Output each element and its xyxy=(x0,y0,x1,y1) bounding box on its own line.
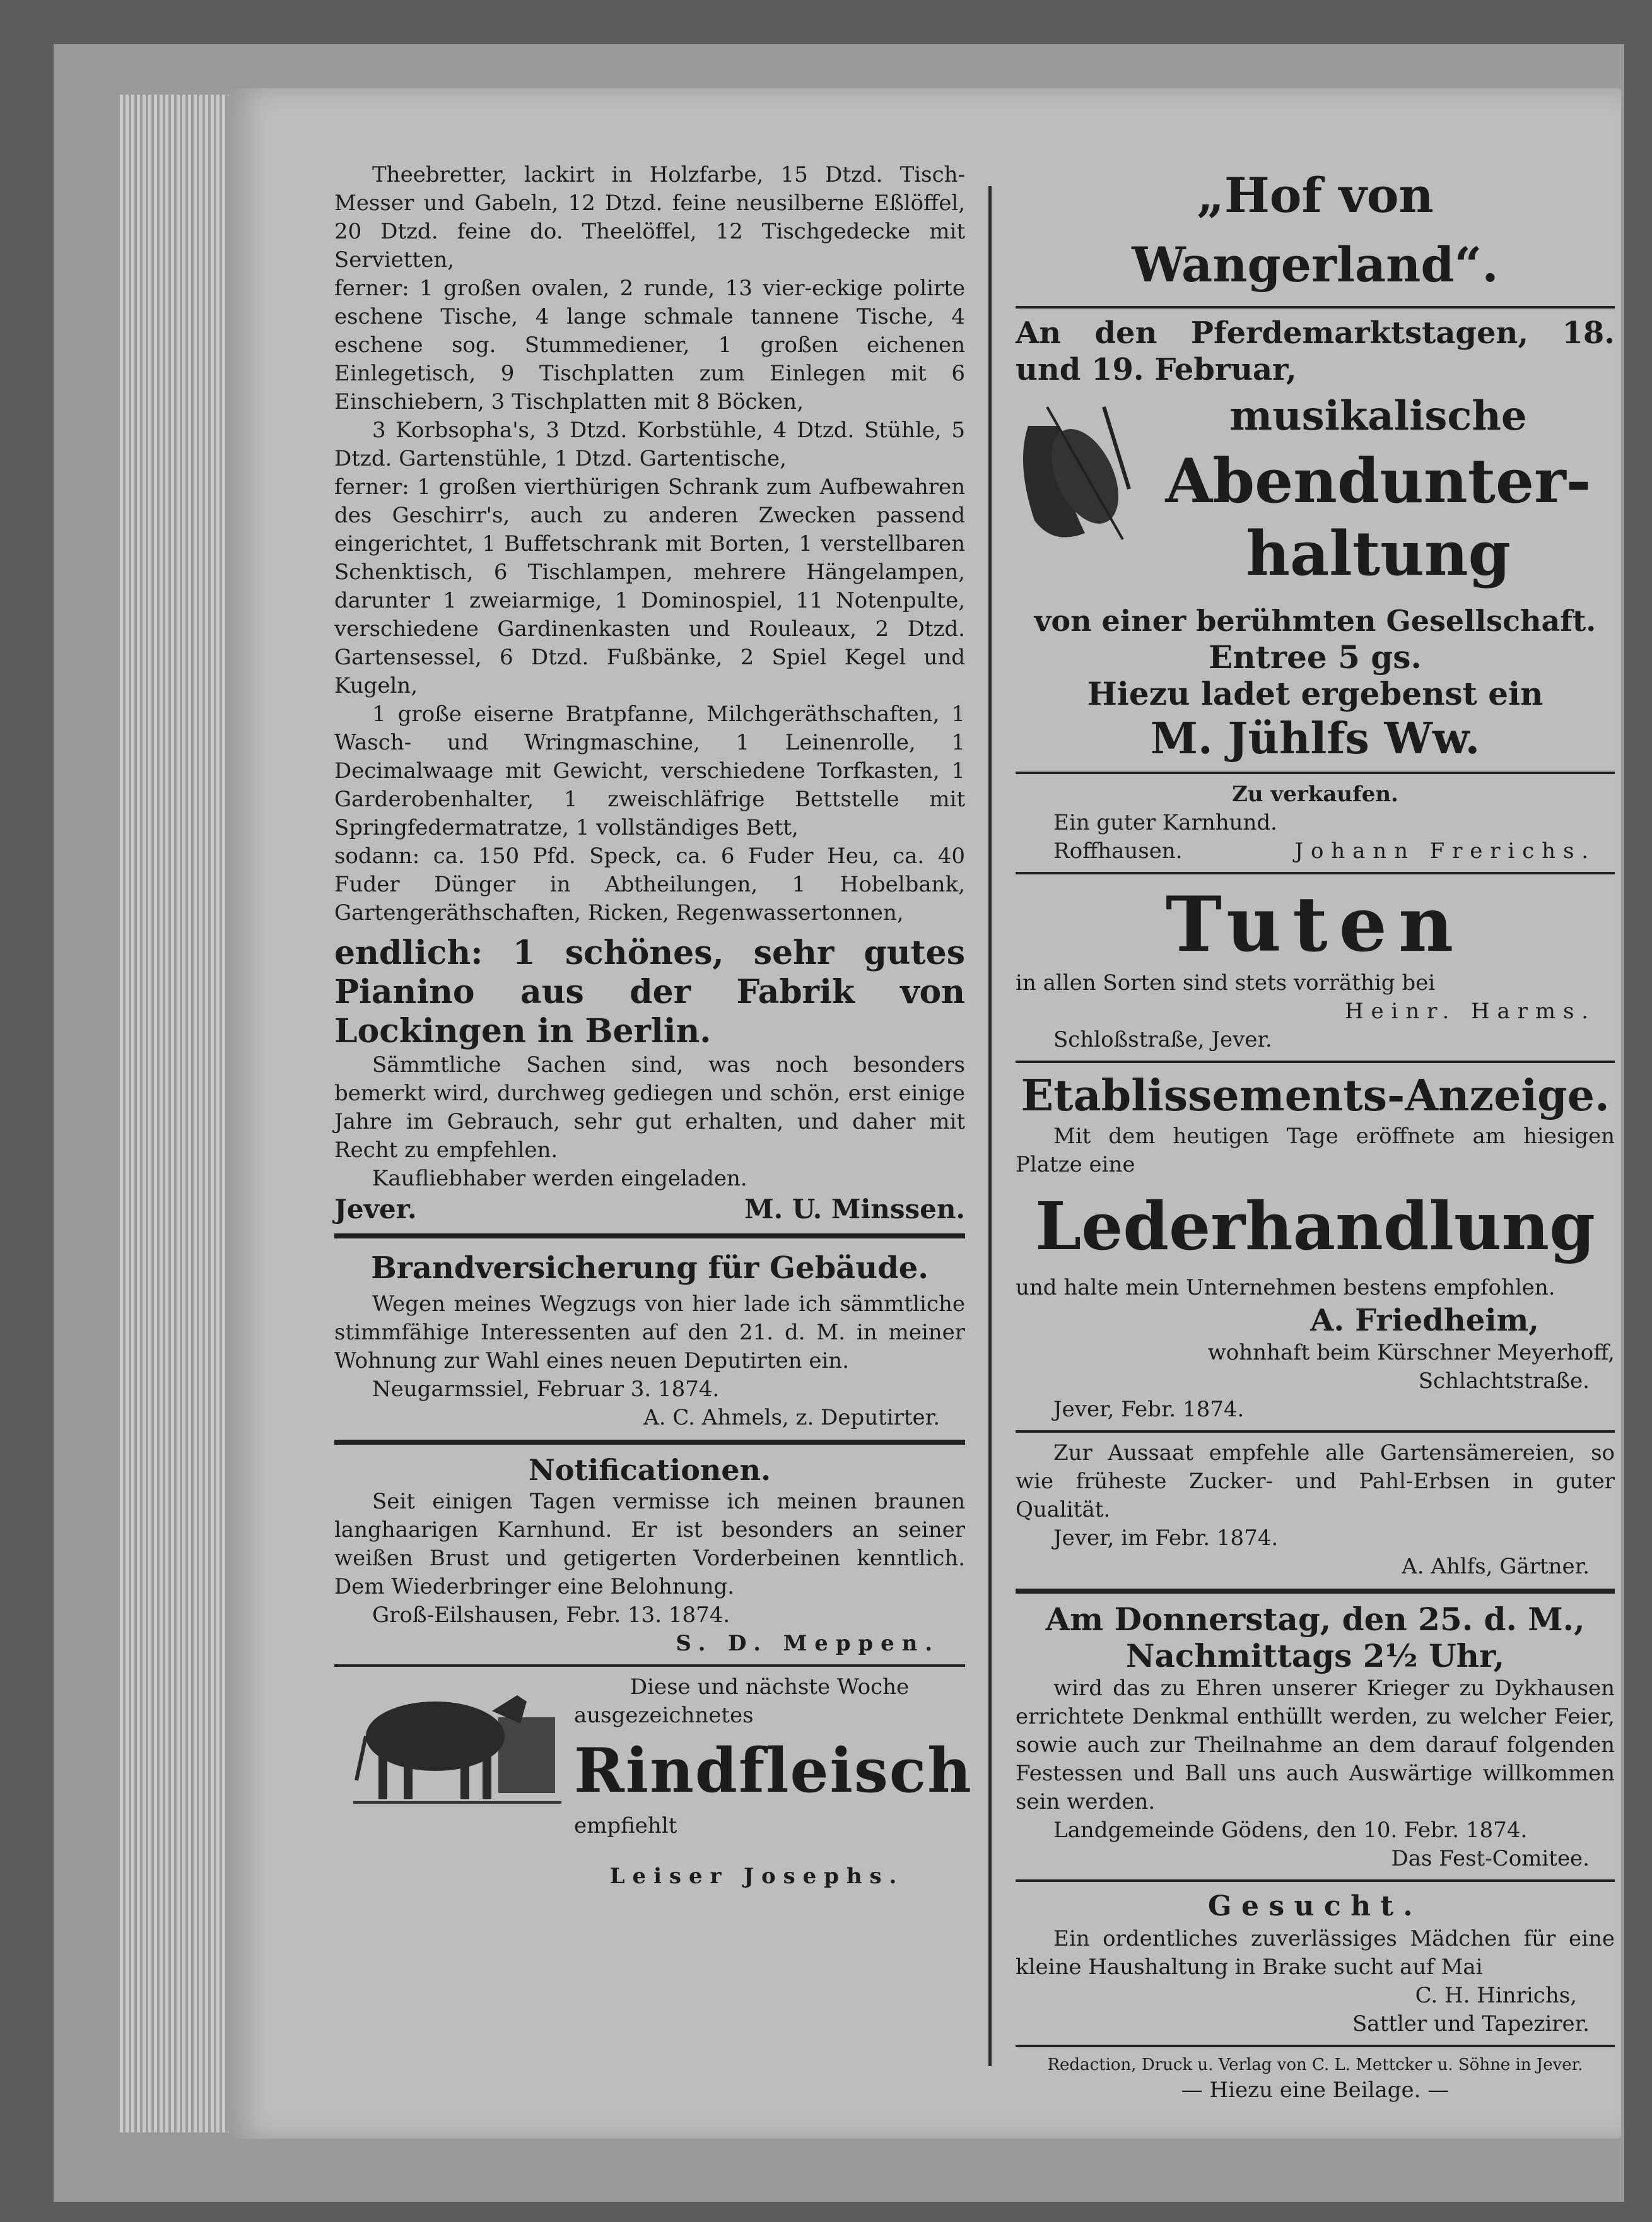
beef-line: empfiehlt xyxy=(574,1813,677,1838)
separator-rule xyxy=(1016,872,1615,874)
establishment-address: Schlachtstraße. xyxy=(1418,1368,1590,1394)
separator-rule xyxy=(334,1233,965,1238)
hof-program-text xyxy=(1142,388,1615,590)
separator-rule xyxy=(1016,1430,1615,1433)
tuten-title: Tuten xyxy=(1165,880,1465,969)
inventory-text: 1 große eiserne Bratpfanne, Milchgeräthschaften, 1 Wasch- und Wringmaschine, 1 Leinenrolle, 1 Decimalwaage mit Gewicht, verschiedene Torfkasten, 1 Garderobenhalter, 1 zweischläfrige Bettstelle mit Springfedermatratze, 1 vollständiges Bett, xyxy=(334,702,965,840)
establishment-text: und halte mein Unternehmen bestens empfohlen. xyxy=(1016,1275,1555,1300)
notifications-text: Seit einigen Tagen vermisse ich meinen braunen langhaarigen Karnhund. Er ist besonders an seiner weißen Brust und getigerten Vorderbeinen kenntlich. Dem Wiederbringer eine Belohnung. xyxy=(334,1489,965,1599)
column-divider xyxy=(988,186,992,2066)
separator-rule xyxy=(1016,1061,1615,1063)
establishment-text: Mit dem heutigen Tage eröffnete am hiesigen Platze eine xyxy=(1016,1124,1615,1177)
seed-date: Jever, im Febr. 1874. xyxy=(1053,1525,1279,1551)
page-edges xyxy=(120,95,233,2132)
sign-name: M. U. Minssen. xyxy=(744,1194,965,1225)
seed-sign: A. Ahlfs, Gärtner. xyxy=(1402,1554,1590,1579)
pianino-highlight: endlich: 1 schönes, sehr gutes Pianino aus der Fabrik von Lockingen in Berlin. xyxy=(334,934,965,1050)
establishment-title: Etablissements-Anzeige. xyxy=(1021,1071,1610,1121)
establishment-name: A. Friedheim, xyxy=(1310,1303,1539,1338)
imprint: Redaction, Druck u. Verlag von C. L. Mettcker u. Söhne in Jever. xyxy=(1047,2055,1583,2074)
establishment-address: wohnhaft beim Kürschner Meyerhoff, xyxy=(1207,1340,1615,1365)
tuten-text: in allen Sorten sind stets vorräthig bei xyxy=(1016,970,1436,996)
separator-rule xyxy=(1016,2045,1615,2047)
wanted-name: C. H. Hinrichs, xyxy=(1415,1983,1577,2008)
wanted-title: Gesucht. xyxy=(1208,1890,1422,1922)
beef-text-block xyxy=(574,1673,973,1840)
sale-title: Zu verkaufen. xyxy=(1232,782,1398,807)
violin-icon xyxy=(1009,388,1135,552)
tuten-address: Schloßstraße, Jever. xyxy=(1053,1027,1272,1052)
festival-date: Landgemeinde Gödens, den 10. Febr. 1874. xyxy=(1053,1818,1528,1843)
inventory-text: ferner: 1 großen ovalen, 2 runde, 13 vier-eckige polirte eschene Tische, 4 lange schmale tannene Tische, 4 eschene sog. Stummediener, 1 großen eichenen Einlegetisch, 9 Tischplatten zum Einlegen mit 6 Einschiebern, 3 Tischplatten mit 8 Böcken, xyxy=(334,276,965,414)
separator-rule xyxy=(1016,1879,1615,1882)
inventory-text: Theebretter, lackirt in Holzfarbe, 15 Dtzd. Tisch-Messer und Gabeln, 12 Dtzd. feine neusilberne Eßlöffel, 20 Dtzd. feine do. Theelöffel, 12 Tischgedecke mit Servietten, xyxy=(334,162,965,273)
sale-name: Johann Frerichs. xyxy=(1294,838,1596,864)
hof-line: Entree 5 gs. xyxy=(1209,638,1422,676)
notifications-sign: S. D. Meppen. xyxy=(676,1631,940,1656)
beef-line: Diese und nächste Woche xyxy=(630,1674,910,1700)
separator-rule xyxy=(334,1664,965,1667)
signature-row xyxy=(334,1193,965,1226)
sign-place: Jever. xyxy=(334,1194,417,1225)
hof-line: musikalische xyxy=(1229,392,1527,440)
fire-insurance-title: Brandversicherung für Gebäude. xyxy=(371,1250,929,1286)
invite-text: Kaufliebhaber werden eingeladen. xyxy=(372,1166,747,1191)
inventory-text: sodann: ca. 150 Pfd. Speck, ca. 6 Fuder Heu, ca. 40 Fuder Dünger in Abtheilungen, 1 Hobelbank, Gartengeräthschaften, Ricken, Regenwassertonnen, xyxy=(334,844,965,926)
beef-title: Rindfleisch xyxy=(574,1735,973,1806)
beef-advert xyxy=(334,1673,973,1900)
hof-sign: M. Jühlfs Ww. xyxy=(1150,714,1480,764)
sale-place: Roffhausen. xyxy=(1053,838,1183,864)
hof-program xyxy=(1016,388,1615,603)
note-text: Sämmtliche Sachen sind, was noch besonders bemerkt wird, durchweg gediegen und schön, erst einige Jahre im Gebrauch, sehr gut erhalten, und daher mit Recht zu empfehlen. xyxy=(334,1052,965,1163)
supplement-note: — Hiezu eine Beilage. — xyxy=(1181,2078,1450,2103)
notifications-date: Groß-Eilshausen, Febr. 13. 1874. xyxy=(372,1602,730,1628)
fire-insurance-sign: A. C. Ahmels, z. Deputirter. xyxy=(643,1405,940,1430)
wanted-trade: Sattler und Tapezirer. xyxy=(1352,2011,1590,2037)
left-column xyxy=(334,161,973,1900)
fire-insurance-date: Neugarmssiel, Februar 3. 1874. xyxy=(372,1377,720,1402)
festival-text: wird das zu Ehren unserer Krieger zu Dykhausen errichtete Denkmal enthüllt werden, zu welcher Feier, sowie auch zur Theilnahme an dem darauf folgenden Festessen und Ball uns auch Auswärtige willkommen sein werden. xyxy=(1016,1676,1615,1814)
hof-days: An den Pferdemarktstagen, 18. und 19. Februar, xyxy=(1016,315,1615,387)
hof-line: haltung xyxy=(1246,518,1511,589)
seed-text: Zur Aussaat empfehle alle Gartensämereien, so wie früheste Zucker- und Pahl-Erbsen in guter Qualität. xyxy=(1016,1440,1615,1522)
establishment-big: Lederhandlung xyxy=(1035,1187,1595,1265)
right-column xyxy=(1016,161,1615,2105)
establishment-date: Jever, Febr. 1874. xyxy=(1053,1397,1245,1422)
hof-line: von einer berühmten Gesellschaft. xyxy=(1034,604,1596,638)
hof-title: „Hof von Wangerland“. xyxy=(1132,167,1499,293)
hof-line: Abendunter- xyxy=(1165,445,1591,517)
inventory-text: 3 Korbsopha's, 3 Dtzd. Korbstühle, 4 Dtzd. Stühle, 5 Dtzd. Gartenstühle, 1 Dtzd. Gartentische, xyxy=(334,418,965,471)
festival-sign: Das Fest-Comitee. xyxy=(1391,1846,1590,1871)
beef-sign: Leiser Josephs. xyxy=(609,1864,905,1889)
separator-rule xyxy=(1016,1589,1615,1594)
festival-time: Nachmittags 2½ Uhr, xyxy=(1125,1637,1505,1674)
separator-rule xyxy=(1016,772,1615,774)
wanted-text: Ein ordentliches zuverlässiges Mädchen für eine kleine Haushaltung in Brake sucht auf Mai xyxy=(1016,1926,1615,1980)
notifications-title: Notificationen. xyxy=(528,1453,771,1487)
fire-insurance-text: Wegen meines Wegzugs von hier lade ich sämmtliche stimmfähige Interessenten auf den 21. d. M. in meiner Wohnung zur Wahl eines neuen Deputirten ein. xyxy=(334,1291,965,1373)
separator-rule xyxy=(334,1440,965,1445)
sale-sign-row xyxy=(1016,837,1615,866)
cow-icon xyxy=(353,1673,561,1806)
inventory-text: ferner: 1 großen vierthürigen Schrank zum Aufbewahren des Geschirr's, auch zu anderen Zwecken passend eingerichtet, 1 Buffetschrank mit Borten, 1 verstellbaren Schenktisch, 6 Tischlampen, mehrere Hängelampen, darunter 1 zweiarmige, 1 Dominospiel, 11 Notenpulte, verschiedene Gardinenkasten und Rouleaux, 2 Dtzd. Gartensessel, 6 Dtzd. Fußbänke, 2 Spiel Kegel und Kugeln, xyxy=(334,474,965,698)
separator-rule xyxy=(1016,306,1615,309)
tuten-name: Heinr. Harms. xyxy=(1344,999,1596,1024)
hof-line: Hiezu ladet ergebenst ein xyxy=(1087,675,1544,712)
festival-title: Am Donnerstag, den 25. d. M., xyxy=(1045,1601,1585,1638)
beef-line: ausgezeichnetes xyxy=(574,1703,754,1728)
sale-item: Ein guter Karnhund. xyxy=(1053,810,1277,835)
